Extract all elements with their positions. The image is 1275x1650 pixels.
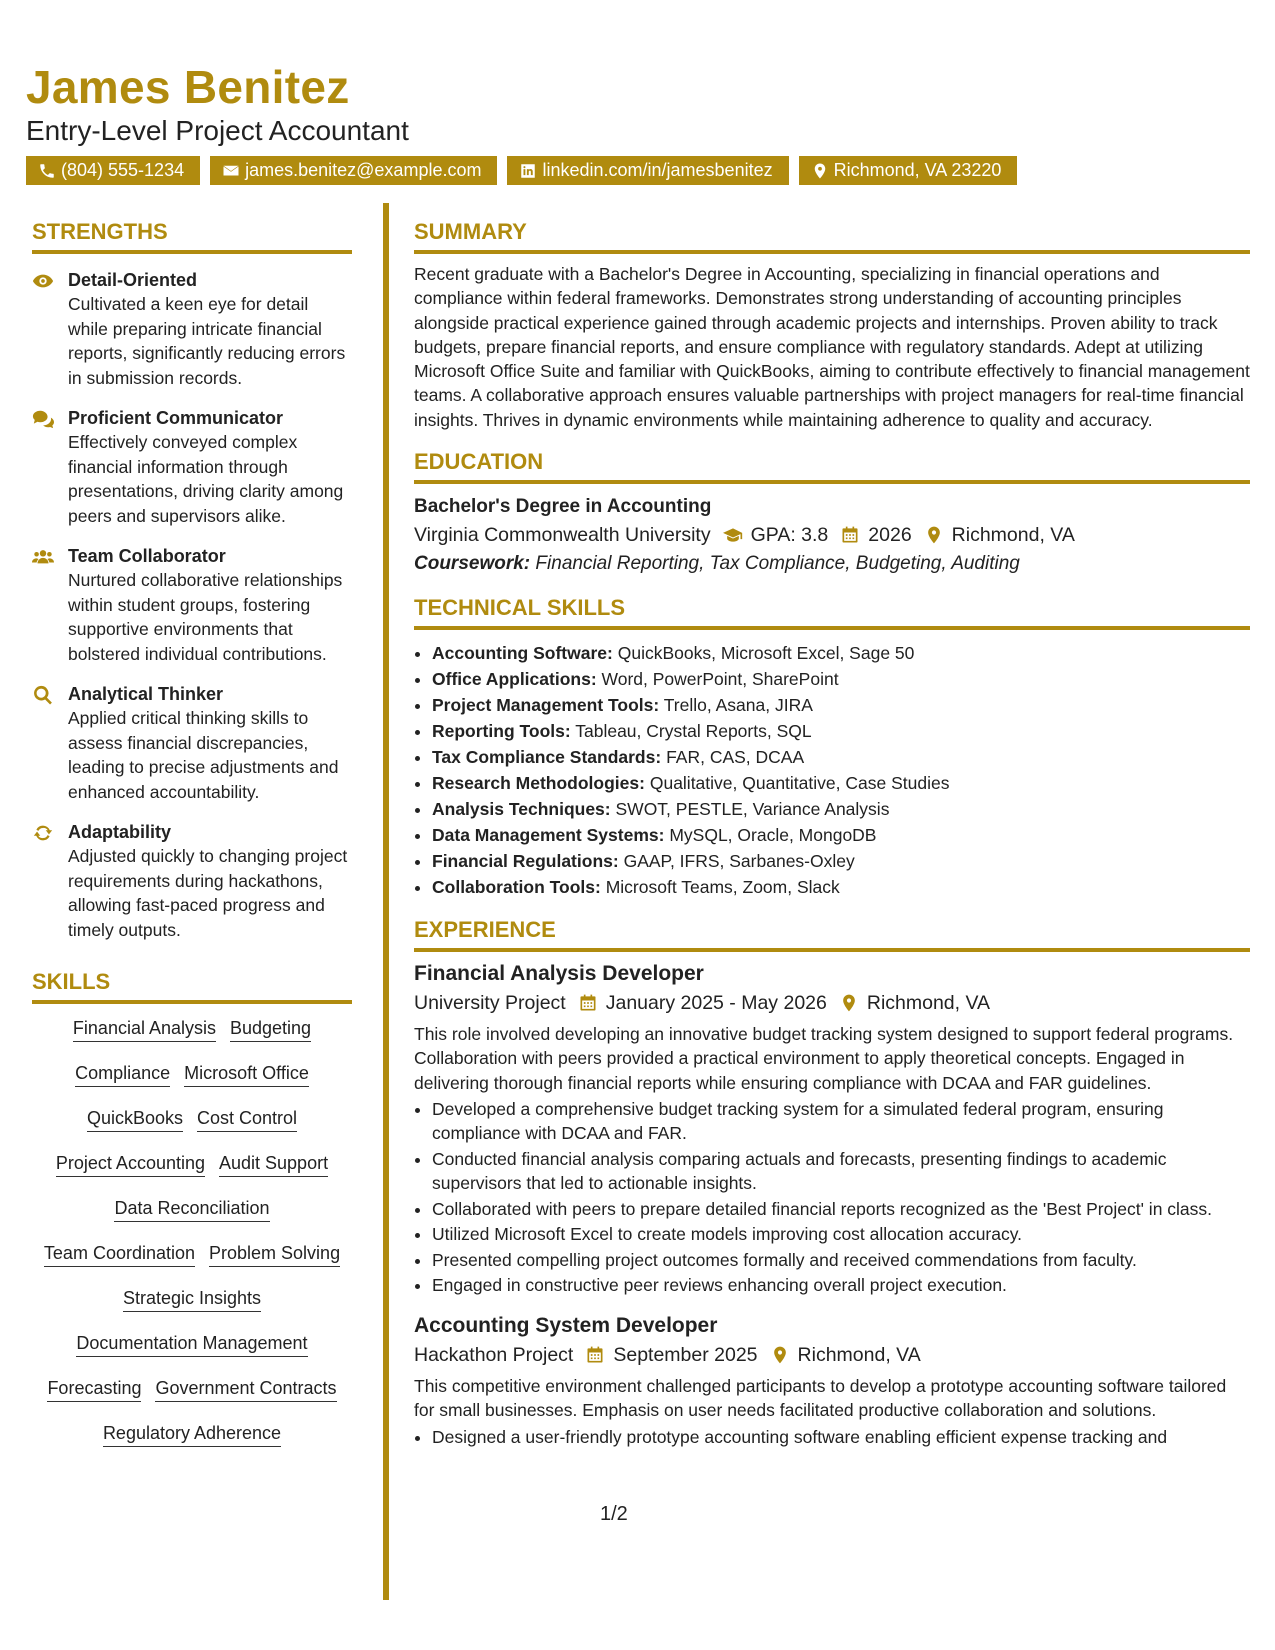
map-marker-icon [924, 525, 944, 545]
job-title: Accounting System Developer [414, 1313, 718, 1337]
technical-skill-value: GAAP, IFRS, Sarbanes-Oxley [623, 851, 855, 872]
technical-skill-value: Microsoft Teams, Zoom, Slack [605, 877, 840, 898]
technical-skill-item [432, 874, 1250, 900]
technical-skills-section [414, 594, 1250, 900]
skill-tag: Team Coordination [44, 1241, 195, 1267]
contact-phone-text: (804) 555-1234 [61, 160, 185, 180]
skill-tag: Financial Analysis [73, 1016, 216, 1042]
technical-skill-label: Tax Compliance Standards: [432, 747, 662, 768]
calendar-icon [585, 1345, 605, 1365]
technical-skills-list [414, 640, 1250, 900]
job-meta [414, 988, 1250, 1018]
technical-skill-item [432, 718, 1250, 744]
map-marker-icon [839, 993, 859, 1013]
comments-icon [32, 408, 54, 430]
experience-heading: EXPERIENCE [414, 916, 1250, 952]
job-location: Richmond, VA [866, 992, 991, 1015]
technical-skill-label: Analysis Techniques: [432, 799, 611, 820]
coursework-label: Coursework: [414, 553, 531, 575]
strength-desc: Cultivated a keen eye for detail while preparing intricate financial reports, significantly reducing errors in submission records. [68, 294, 346, 388]
strength-item [32, 682, 352, 804]
strength-item [32, 268, 352, 390]
strength-desc: Nurtured collaborative relationships within student groups, fostering supportive environments that bolstered individual contributions. [68, 570, 343, 664]
strength-desc: Applied critical thinking skills to assess financial discrepancies, leading to precise adjustments and enhanced accountability. [68, 708, 339, 802]
technical-skill-value: Word, PowerPoint, SharePoint [601, 669, 839, 690]
contact-email-text: james.benitez@example.com [245, 160, 482, 180]
calendar-icon [578, 993, 598, 1013]
contact-phone[interactable] [26, 156, 200, 185]
summary-heading: SUMMARY [414, 218, 1250, 254]
job-bullets [414, 1425, 1250, 1450]
experience-list [414, 960, 1250, 1449]
education-heading: EDUCATION [414, 448, 1250, 484]
contact-linkedin-text: linkedin.com/in/jamesbenitez [542, 160, 773, 180]
page-number: 1/2 [600, 1503, 628, 1525]
experience-bullet: • Utilized Microsoft Excel to create models improving cost allocation accuracy. [432, 1222, 1250, 1247]
strength-title: Detail-Oriented [68, 270, 198, 290]
experience-bullet: • Presented compelling project outcomes formally and received commendations from faculty. [432, 1248, 1250, 1273]
technical-skill-value: QuickBooks, Microsoft Excel, Sage 50 [617, 643, 915, 664]
technical-skill-value: Trello, Asana, JIRA [663, 695, 813, 716]
technical-skill-label: Reporting Tools: [432, 721, 571, 742]
calendar-icon [840, 525, 860, 545]
eye-icon [32, 270, 54, 292]
candidate-name: James Benitez [26, 61, 350, 113]
skill-tag: Compliance [75, 1061, 170, 1087]
coursework-list: Financial Reporting, Tax Compliance, Budgeting, Auditing [535, 553, 1020, 575]
technical-skill-item [432, 822, 1250, 848]
contact-bar [26, 156, 1246, 185]
skills-heading: SKILLS [32, 968, 352, 1004]
technical-skill-item [432, 744, 1250, 770]
skill-tag: Strategic Insights [123, 1286, 261, 1312]
technical-skill-label: Data Management Systems: [432, 825, 665, 846]
sync-icon [32, 822, 54, 844]
job-dates: January 2025 - May 2026 [605, 992, 827, 1015]
skill-tag: Project Accounting [56, 1151, 205, 1177]
experience-section [414, 916, 1250, 1449]
technical-skill-item [432, 796, 1250, 822]
technical-skills-heading: TECHNICAL SKILLS [414, 594, 1250, 630]
technical-skill-value: SWOT, PESTLE, Variance Analysis [615, 799, 890, 820]
users-icon [32, 546, 54, 568]
summary-text: Recent graduate with a Bachelor's Degree in Accounting, specializing in financial operations and compliance within federal frameworks. Demonstrates strong understanding of accounting principles alongside practical experience gained through academic projects and internships. Proven ability to track budgets, prepare financial reports, and ensure compliance with regulatory standards. Adept at utilizing Microsoft Office Suite and familiar with QuickBooks, aiming to contribute effectively to financial management teams. A collaborative approach ensures valuable partnerships with project managers for real-time financial insights. Thrives in dynamic environments while maintaining adherence to quality and accuracy. [414, 264, 1250, 430]
strength-title: Analytical Thinker [68, 684, 224, 704]
technical-skill-value: FAR, CAS, DCAA [666, 747, 805, 768]
experience-bullet: • Developed a comprehensive budget tracking system for a simulated federal program, ensuring compliance with DCAA and FAR. [432, 1097, 1250, 1146]
technical-skill-item [432, 692, 1250, 718]
map-marker-icon [770, 1345, 790, 1365]
strength-title: Proficient Communicator [68, 408, 284, 428]
phone-icon [38, 162, 56, 180]
contact-linkedin[interactable] [507, 156, 788, 185]
job-organization: University Project [414, 992, 566, 1015]
technical-skill-item [432, 666, 1250, 692]
column-divider [383, 203, 389, 1600]
experience-bullet: • Conducted financial analysis comparing actuals and forecasts, presenting findings to academic supervisors that led to actionable insights. [432, 1147, 1250, 1196]
job-description: This role involved developing an innovative budget tracking system designed to support federal programs. Collaboration with peers provided a practical environment to apply theoretical concepts. Engaged in delivering thorough financial reports while ensuring compliance with DCAA and FAR guidelines. [414, 1024, 1234, 1093]
skill-tag: Government Contracts [155, 1376, 336, 1402]
technical-skill-label: Accounting Software: [432, 643, 613, 664]
graduation-year: 2026 [868, 524, 912, 547]
technical-skill-label: Research Methodologies: [432, 773, 645, 794]
resume-header [26, 60, 1246, 185]
experience-bullet: • Collaborated with peers to prepare detailed financial reports recognized as the 'Best Project' in class. [432, 1197, 1250, 1222]
job-title: Entry-Level Project Accountant [26, 115, 409, 146]
experience-bullet: • Engaged in constructive peer reviews enhancing overall project execution. [432, 1273, 1250, 1298]
skill-tag: Budgeting [230, 1016, 311, 1042]
job-title: Financial Analysis Developer [414, 962, 704, 986]
job-bullets [414, 1097, 1250, 1298]
contact-location-text: Richmond, VA 23220 [833, 160, 1002, 180]
skill-tag: Regulatory Adherence [103, 1421, 281, 1447]
strength-item [32, 544, 352, 666]
skill-tag: Audit Support [219, 1151, 328, 1177]
linkedin-icon [519, 162, 537, 180]
degree-title: Bachelor's Degree in Accounting [414, 496, 712, 518]
contact-location [799, 156, 1018, 185]
strength-title: Adaptability [68, 822, 172, 842]
experience-entry [414, 960, 1250, 1298]
envelope-icon [222, 162, 240, 180]
skill-tag: QuickBooks [87, 1106, 183, 1132]
technical-skill-label: Project Management Tools: [432, 695, 660, 716]
skill-tag: Microsoft Office [184, 1061, 309, 1087]
technical-skill-item [432, 770, 1250, 796]
technical-skill-value: Tableau, Crystal Reports, SQL [575, 721, 812, 742]
strength-title: Team Collaborator [68, 546, 226, 566]
education-meta [414, 520, 1250, 550]
technical-skill-value: MySQL, Oracle, MongoDB [669, 825, 877, 846]
skills-list [32, 1016, 352, 1466]
job-description: This competitive environment challenged participants to develop a prototype accounting software tailored for small businesses. Emphasis on user needs facilitated productive collaboration and solutions. [414, 1375, 1227, 1421]
strength-item [32, 820, 352, 942]
strength-desc: Adjusted quickly to changing project requirements during hackathons, allowing fast-paced progress and timely outputs. [68, 846, 348, 940]
skill-tag: Data Reconciliation [114, 1196, 269, 1222]
skill-tag: Problem Solving [209, 1241, 340, 1267]
technical-skill-item [432, 848, 1250, 874]
technical-skill-label: Office Applications: [432, 669, 597, 690]
education-location: Richmond, VA [951, 524, 1075, 547]
skill-tag: Documentation Management [76, 1331, 307, 1357]
job-location: Richmond, VA [797, 1343, 921, 1366]
strength-desc: Effectively conveyed complex financial information through presentations, driving clarity among peers and supervisors alike. [68, 432, 344, 526]
education-section [414, 448, 1250, 578]
right-column [414, 218, 1250, 1450]
skill-tag: Cost Control [197, 1106, 297, 1132]
contact-email[interactable] [210, 156, 497, 185]
technical-skill-item [432, 640, 1250, 666]
strengths-list [32, 268, 352, 942]
technical-skill-value: Qualitative, Quantitative, Case Studies [649, 773, 950, 794]
technical-skill-label: Financial Regulations: [432, 851, 619, 872]
experience-bullet: • Designed a user-friendly prototype accounting software enabling efficient expense tracking and [432, 1425, 1250, 1450]
map-marker-icon [811, 162, 829, 180]
skill-tag: Forecasting [47, 1376, 141, 1402]
gpa-text: GPA: 3.8 [750, 524, 829, 547]
search-icon [32, 684, 54, 706]
job-organization: Hackathon Project [414, 1343, 574, 1366]
job-dates: September 2025 [613, 1343, 758, 1366]
coursework-line [414, 550, 1250, 578]
strength-item [32, 406, 352, 528]
strengths-heading: STRENGTHS [32, 218, 352, 254]
job-meta [414, 1340, 1250, 1370]
graduation-cap-icon [723, 525, 743, 545]
experience-entry [414, 1312, 1250, 1449]
school-name: Virginia Commonwealth University [414, 524, 711, 547]
technical-skill-label: Collaboration Tools: [432, 877, 601, 898]
left-column [32, 218, 352, 1466]
